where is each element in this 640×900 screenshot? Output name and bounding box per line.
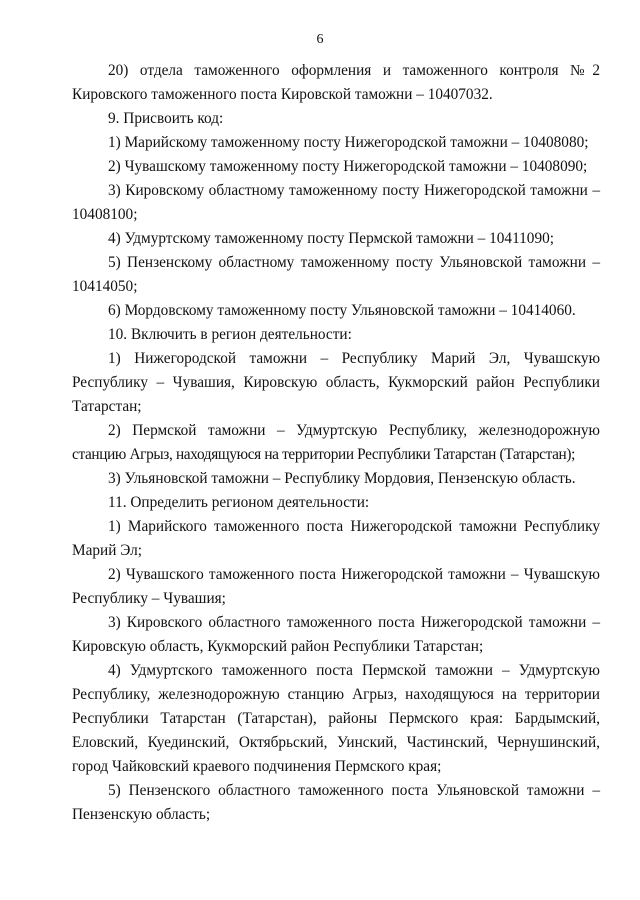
text-line: Республику, железнодорожную станцию Агрыз, находящуюся на территории — [72, 686, 600, 703]
text-line: 10414050; — [72, 278, 138, 295]
text-line: 3) Кировского областного таможенного поста Нижегородской таможни – — [108, 614, 600, 631]
text-line: 1) Марийскому таможенному посту Нижегородской таможни – 10408080; — [108, 134, 589, 151]
text-line: 9. Присвоить код: — [108, 110, 224, 127]
text-line: 6) Мордовскому таможенному посту Ульяновской таможни – 10414060. — [108, 302, 576, 319]
text-line: 2) Чувашскому таможенному посту Нижегородской таможни – 10408090; — [108, 158, 588, 175]
text-line: Кировскую область, Кукморский район Республики Татарстан; — [72, 638, 484, 655]
text-line: 2) Пермской таможни – Удмуртскую Республику, железнодорожную — [108, 422, 600, 439]
text-line: станцию Агрыз, находящуюся на территории Республики Татарстан (Татарстан); — [72, 446, 576, 463]
text-line: Республики Татарстан (Татарстан), районы Пермского края: Бардымский, — [72, 710, 600, 727]
text-line: 20) отдела таможенного оформления и таможенного контроля №2 — [108, 62, 600, 79]
text-line: Марий Эл; — [72, 542, 143, 559]
text-line: 5) Пензенского областного таможенного поста Ульяновской таможни – — [108, 782, 600, 799]
text-line: 1) Марийского таможенного поста Нижегородской таможни Республику — [108, 518, 600, 535]
text-line: 11. Определить регионом деятельности: — [108, 494, 370, 511]
text-line: 3) Кировскому областному таможенному посту Нижегородской таможни – — [108, 182, 600, 199]
text-line: Кировского таможенного поста Кировской таможни – 10407032. — [72, 86, 493, 103]
text-line: 4) Удмуртскому таможенному посту Пермской таможни – 10411090; — [108, 230, 554, 247]
text-line: Республику – Чувашия, Кировскую область, Кукморский район Республики — [72, 374, 600, 391]
page-number: 6 — [316, 32, 324, 47]
text-line: Пензенскую область; — [72, 806, 211, 823]
text-line: 5) Пензенскому областному таможенному посту Ульяновской таможни – — [108, 254, 600, 271]
text-line: 10. Включить в регион деятельности: — [108, 326, 352, 343]
text-line: город Чайковский краевого подчинения Пермского края; — [72, 758, 442, 775]
text-line: Республику – Чувашия; — [72, 590, 226, 607]
text-line: Еловский, Куединский, Октябрьский, Уинский, Частинский, Чернушинский, — [72, 734, 600, 751]
text-line: 2) Чувашского таможенного поста Нижегородской таможни – Чувашскую — [108, 566, 600, 583]
text-line: 4) Удмуртского таможенного поста Пермской таможни – Удмуртскую — [108, 662, 600, 679]
text-line: Татарстан; — [72, 398, 142, 415]
text-line: 1) Нижегородской таможни – Республику Марий Эл, Чувашскую — [108, 350, 600, 367]
text-line: 10408100; — [72, 206, 138, 223]
text-line: 3) Ульяновской таможни – Республику Мордовия, Пензенскую область. — [108, 470, 576, 487]
